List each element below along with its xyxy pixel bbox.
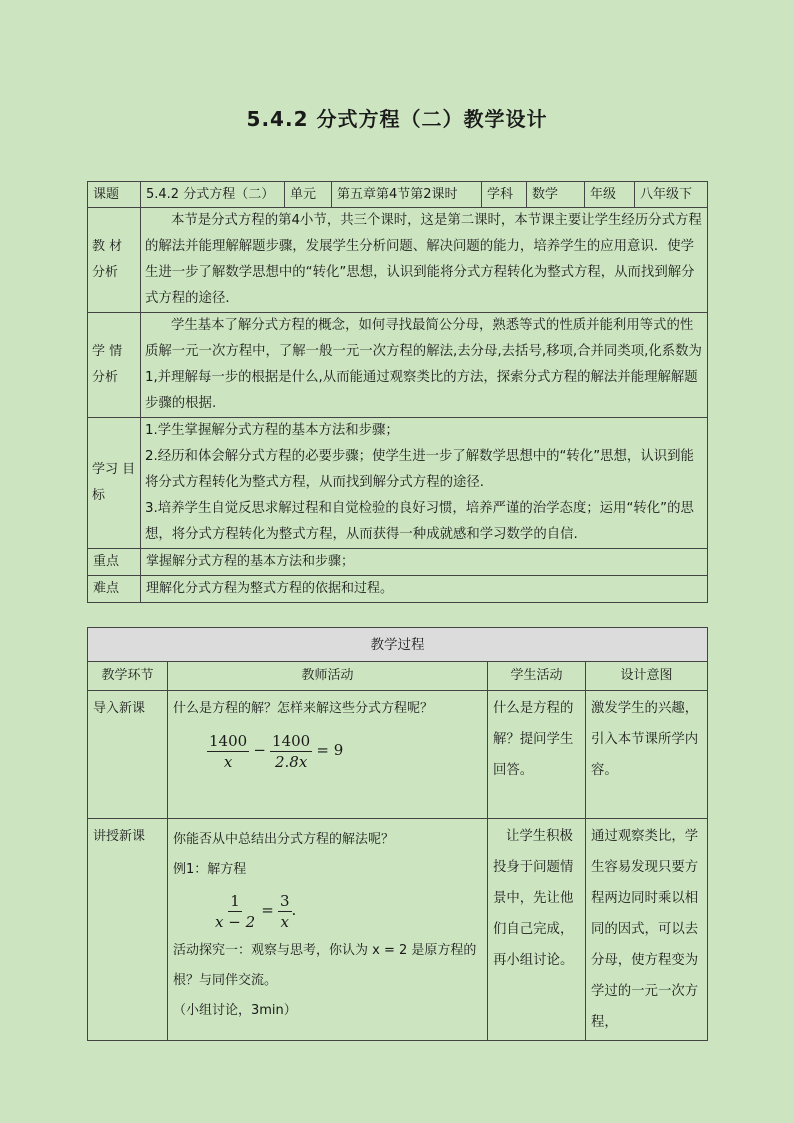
key-point-label: 重点 xyxy=(88,549,141,576)
header-student: 学生活动 xyxy=(488,662,586,691)
teacher-intro xyxy=(168,691,488,819)
page-title: 5.4.2 分式方程（二）教学设计 xyxy=(246,107,548,131)
header-teacher: 教师活动 xyxy=(168,662,488,691)
course-label: 课题 xyxy=(88,182,141,208)
process-row-new xyxy=(88,819,708,1041)
grade-value: 八年级下 xyxy=(635,182,708,208)
difficulty-text: 理解化分式方程为整式方程的依据和过程。 xyxy=(141,576,708,603)
unit-label: 单元 xyxy=(285,182,332,208)
teacher-question: 你能否从中总结出分式方程的解法呢？ xyxy=(173,832,395,847)
difficulty-row xyxy=(88,576,708,603)
header-intent: 设计意图 xyxy=(586,662,708,691)
material-text: 本节是分式方程的第4小节，共三个课时，这是第二课时，本节课主要让学生经历分式方程的解法并能理解解题步骤，发展学生分析问题、解决问题的能力，培养学生的应用意识．使学生进一步了解数学思想中的“转化”思想，认识到能将分式方程转化为整式方程，从而找到解分式方程的途径． xyxy=(141,208,708,313)
key-point-text: 掌握解分式方程的基本方法和步骤； xyxy=(141,549,708,576)
process-title-row xyxy=(88,628,708,662)
info-row xyxy=(88,182,708,208)
goal-item: 2.经历和体会解分式方程的必要步骤；使学生进一步了解数学思想中的“转化”思想，认识到能将分式方程转化为整式方程，从而找到解分式方程的途径. xyxy=(145,449,694,490)
teacher-intro-text: 什么是方程的解？怎样来解这些分式方程呢？ xyxy=(173,701,434,716)
course-value: 5.4.2 分式方程（二） xyxy=(141,182,285,208)
goals-label: 学习 目标 xyxy=(88,418,141,549)
stage-intro: 导入新课 xyxy=(88,691,168,819)
intent-new: 通过观察类比，学生容易发现只要方程两边同时乘以相同的因式，可以去分母，使方程变为学过的一元一次方程， xyxy=(586,819,708,1041)
goals-row xyxy=(88,418,708,549)
student-new: 让学生积极投身于问题情景中，先让他们自己完成，再小组讨论。 xyxy=(488,819,586,1041)
process-header-row xyxy=(88,662,708,691)
process-row-intro xyxy=(88,691,708,819)
fraction: $\frac{1}{x - 2}$ xyxy=(215,892,256,931)
goals-list xyxy=(141,418,708,549)
students-text: 学生基本了解分式方程的概念，如何寻找最简公分母，熟悉等式的性质并能利用等式的性质解一元一次方程中，了解一般一元一次方程的解法,去分母,去括号,移项,合并同类项,化系数为1,并理解每一步的根据是什么,从而能通过观察类比的方法，探索分式方程的解法并能理解解题步骤的根据. xyxy=(141,313,708,418)
subject-value: 数学 xyxy=(527,182,585,208)
students-row xyxy=(88,313,708,418)
note-text: （小组讨论，3min） xyxy=(173,1003,297,1018)
info-table xyxy=(87,181,708,603)
difficulty-label: 难点 xyxy=(88,576,141,603)
key-point-row xyxy=(88,549,708,576)
process-title: 教学过程 xyxy=(88,628,708,662)
intent-intro: 激发学生的兴趣，引入本节课所学内容。 xyxy=(586,691,708,819)
fraction: $\frac{1400}{2.8x}$ xyxy=(272,732,311,771)
fraction: $\frac{1400}{x}$ xyxy=(209,732,248,771)
teacher-new xyxy=(168,819,488,1041)
explore-text: 活动探究一：观察与思考，你认为 x = 2 是原方程的根？与同伴交流。 xyxy=(173,943,477,988)
example-equation: $\frac{1}{x - 2}$ = $\frac{3}{x}$ . xyxy=(215,892,297,931)
unit-value: 第五章第4节第2课时 xyxy=(332,182,482,208)
stage-new: 讲授新课 xyxy=(88,819,168,1041)
material-label: 教 材 分析 xyxy=(88,208,141,313)
material-row xyxy=(88,208,708,313)
grade-label: 年级 xyxy=(585,182,635,208)
process-table xyxy=(87,627,708,1041)
subject-label: 学科 xyxy=(482,182,527,208)
header-stage: 教学环节 xyxy=(88,662,168,691)
students-label: 学 情 分析 xyxy=(88,313,141,418)
example-label: 例1：解方程 xyxy=(173,862,247,877)
student-intro: 什么是方程的解？提问学生回答。 xyxy=(488,691,586,819)
intro-equation: $\frac{1400}{x}$ − $\frac{1400}{2.8x}$ = 9 xyxy=(209,732,344,771)
goal-item: 1.学生掌握解分式方程的基本方法和步骤； xyxy=(145,423,399,438)
fraction: $\frac{3}{x}$ xyxy=(279,892,290,931)
goal-item: 3.培养学生自觉反思求解过程和自觉检验的良好习惯，培养严谨的治学态度；运用“转化”的思想，将分式方程转化为整式方程，从而获得一种成就感和学习数学的自信. xyxy=(145,501,694,542)
